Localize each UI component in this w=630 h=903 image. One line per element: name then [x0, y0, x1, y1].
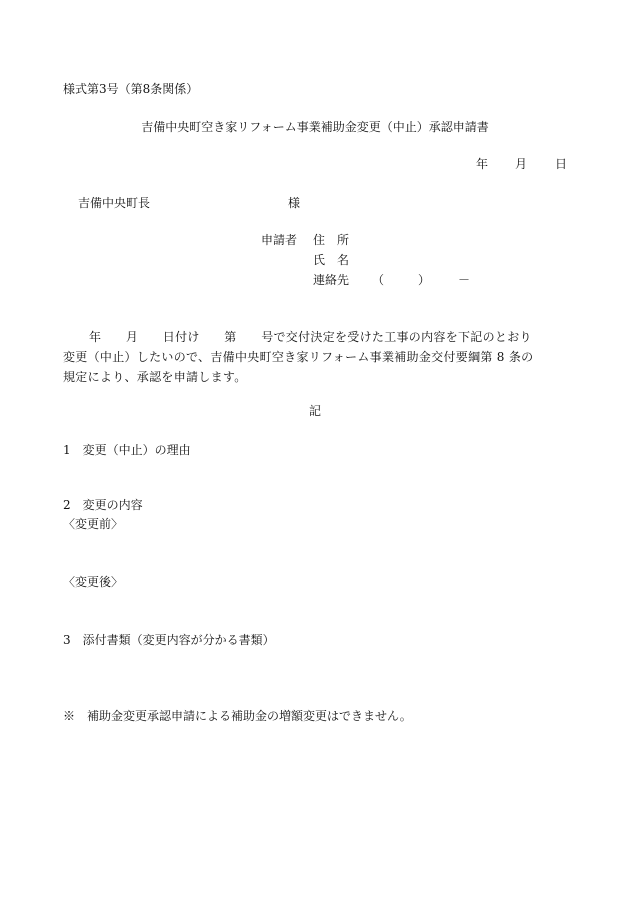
contact-area-code-close: ） [418, 273, 431, 287]
item-change-content: 2 変更の内容 [63, 498, 143, 512]
after-change-label: 〈変更後〉 [63, 575, 124, 589]
body-line-2: 変更（中止）したいので、吉備中央町空き家リフォーム事業補助金交付要綱第 8 条の [63, 350, 534, 364]
footnote: ※ 補助金変更承認申請による補助金の増額変更はできません。 [63, 709, 412, 723]
ki-heading: 記 [308, 404, 321, 418]
item-attachments: 3 添付書類（変更内容が分かる書類） [63, 633, 275, 647]
addressee-honorific: 様 [288, 196, 301, 210]
addressee-name: 吉備中央町長 [78, 196, 151, 210]
date-day-label: 日 [555, 157, 568, 171]
form-number: 様式第3号（第8条関係） [63, 82, 199, 96]
name-label: 氏 名 [313, 253, 350, 267]
date-year-label: 年 [476, 157, 489, 171]
contact-number-dash: － [458, 273, 471, 287]
document-title: 吉備中央町空き家リフォーム事業補助金変更（中止）承認申請書 [141, 120, 489, 134]
applicant-label: 申請者 [261, 233, 298, 247]
contact-label: 連絡先 [313, 273, 350, 287]
request-body-paragraph [63, 327, 568, 387]
before-change-label: 〈変更前〉 [63, 517, 124, 531]
body-line-3: 規定により、承認を申請します。 [63, 370, 247, 384]
body-line-1: 年 月 日付け 第 号で交付決定を受けた工事の内容を下記のとおり [89, 330, 532, 344]
contact-area-code-open: （ [372, 273, 385, 287]
item-change-reason: 1 変更（中止）の理由 [63, 443, 191, 457]
date-month-label: 月 [515, 157, 528, 171]
address-label: 住 所 [313, 233, 350, 247]
